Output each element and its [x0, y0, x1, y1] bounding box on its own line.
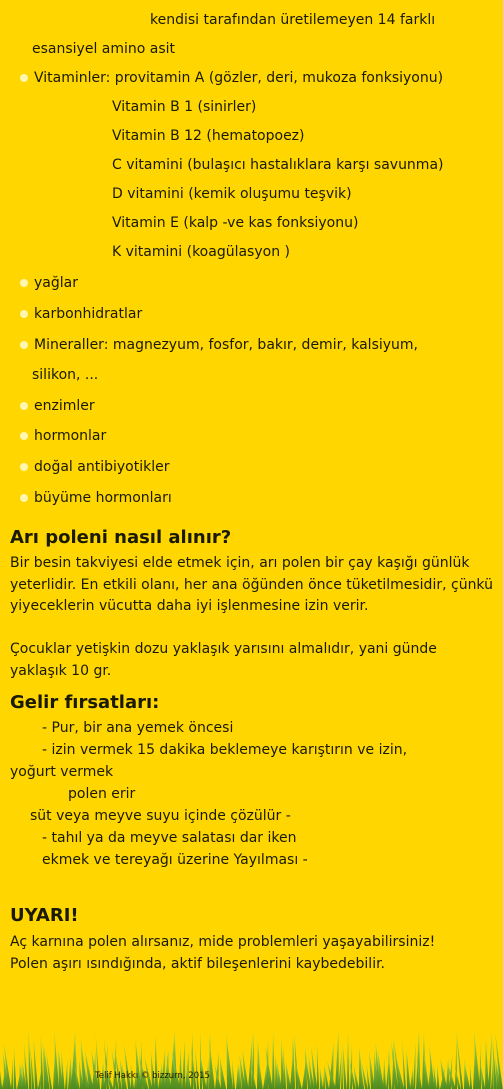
option-line: ekmek ve tereyağı üzerine Yayılması - — [42, 852, 308, 868]
vitamin-item: C vitamini (bulaşıcı hastalıklara karşı savunma) — [112, 157, 444, 173]
list-item-carbs: karbonhidratlar — [34, 306, 143, 322]
section-how-paragraph-2: Çocuklar yetişkin dozu yaklaşık yarısını almalıdır, yani günde yaklaşık 10 gr. — [10, 641, 437, 679]
bullet-icon — [20, 432, 28, 440]
vitamin-item: Vitamin B 1 (sinirler) — [112, 99, 257, 115]
warning-line-2: Polen aşırı ısındığında, aktif bileşenlerini kaybedebilir. — [10, 956, 385, 972]
vitamins-label: Vitaminler: provitamin A (gözler, deri, mukoza fonksiyonu) — [34, 70, 444, 86]
bullet-icon — [20, 310, 28, 318]
option-line: süt veya meyve suyu içinde çözülür - — [30, 808, 291, 824]
footer-copyright: Telif Hakkı © bizzurn, 2015 — [95, 1071, 210, 1081]
bullet-icon — [20, 279, 28, 287]
list-item-minerals: Mineraller: magnezyum, fosfor, bakır, demir, kalsiyum, — [34, 337, 418, 353]
list-item-hormones: hormonlar — [34, 428, 107, 444]
option-line: yoğurt vermek — [10, 764, 114, 780]
list-item-enzymes: enzimler — [34, 398, 95, 414]
bullet-icon — [20, 463, 28, 471]
grass-decoration — [0, 1029, 503, 1089]
vitamin-item: K vitamini (koagülasyon ) — [112, 244, 290, 260]
vitamin-item: Vitamin E (kalp -ve kas fonksiyonu) — [112, 215, 359, 231]
warning-line-1: Aç karnına polen alırsanız, mide problemleri yaşayabilirsiniz! — [10, 934, 436, 950]
list-item-antibiotics: doğal antibiyotikler — [34, 459, 170, 475]
option-line: - tahıl ya da meyve salatası dar iken — [42, 830, 297, 846]
option-line: - izin vermek 15 dakika beklemeye karıştırın ve izin, — [42, 742, 408, 758]
bullet-icon — [20, 74, 28, 82]
intro-line-2: esansiyel amino asit — [32, 41, 176, 57]
vitamin-item: Vitamin B 12 (hematopoez) — [112, 128, 305, 144]
intro-line-1: kendisi tarafından üretilemeyen 14 farklı — [150, 12, 436, 28]
section-title-how: Arı poleni nasıl alınır? — [10, 527, 232, 548]
section-title-warning: UYARI! — [10, 905, 79, 926]
bullet-icon — [20, 341, 28, 349]
list-item-minerals-cont: silikon, ... — [32, 367, 99, 383]
section-how-paragraph-1: Bir besin takviyesi elde etmek için, arı polen bir çay kaşığı günlük yeterlidir. En etkili olanı, her ana öğünden önce tüketilmesidir, çünkü yiyeceklerin vücutta daha iyi işlenmesine izin verir. — [10, 555, 493, 614]
list-item-fats: yağlar — [34, 275, 78, 291]
section-title-options: Gelir fırsatları: — [10, 692, 160, 713]
option-line: polen erir — [68, 786, 136, 802]
bullet-icon — [20, 494, 28, 502]
list-item-growth: büyüme hormonları — [34, 490, 172, 506]
vitamin-item: D vitamini (kemik oluşumu teşvik) — [112, 186, 352, 202]
bullet-icon — [20, 402, 28, 410]
option-line: - Pur, bir ana yemek öncesi — [42, 720, 234, 736]
